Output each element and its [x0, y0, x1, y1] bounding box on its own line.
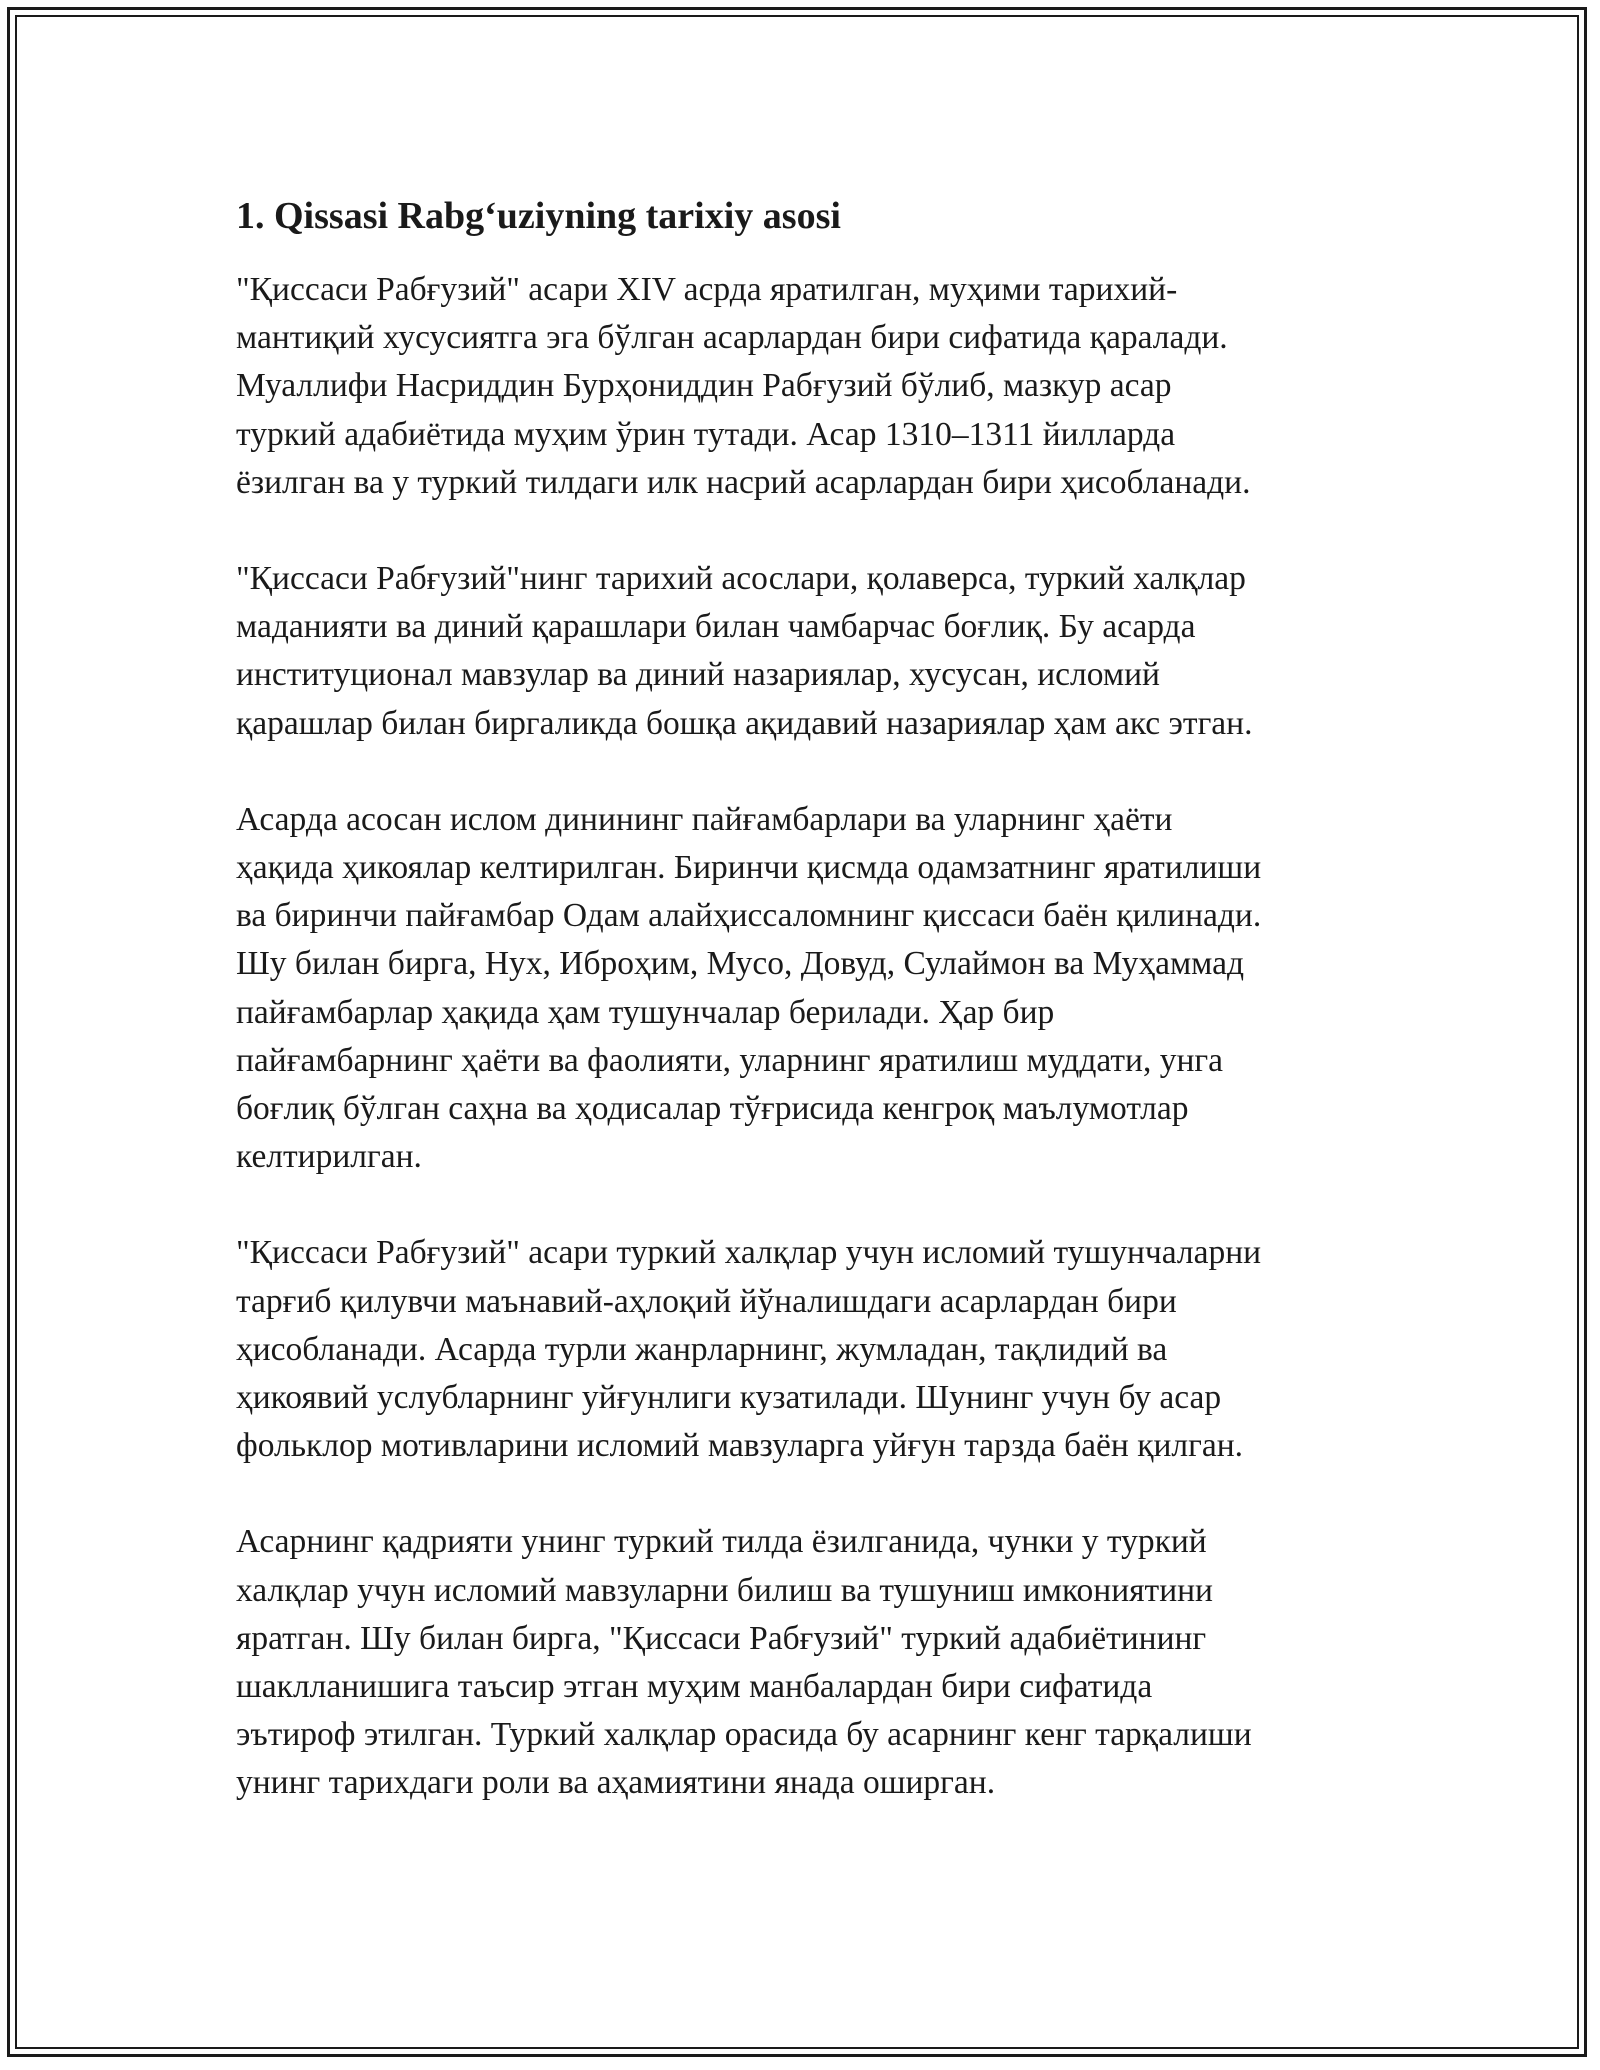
- paragraph-4: [236, 1229, 1364, 1470]
- text-line: Асарнинг қадрияти унинг туркий тилда ёзилганида, чунки у туркий: [236, 1523, 1207, 1561]
- text-line: пайғамбарнинг ҳаёти ва фаолияти, уларнинг яратилиш муддати, унга: [236, 1041, 1223, 1079]
- text-line: унинг тарихдаги роли ва аҳамиятини янада оширган.: [236, 1764, 996, 1802]
- text-line: ва биринчи пайғамбар Одам алайҳиссаломнинг қиссаси баён қилинади.: [236, 897, 1262, 935]
- paragraph-5: [236, 1518, 1364, 1807]
- document-body: [236, 188, 1364, 1856]
- section-heading: 1. Qissasi Rabg‘uziyning tarixiy asosi: [236, 195, 841, 237]
- text-line: Асарда асосан ислом динининг пайғамбарлари ва уларнинг ҳаёти: [236, 800, 1173, 838]
- text-line: туркий адабиётида муҳим ўрин тутади. Асар 1310–1311 йилларда: [236, 415, 1176, 453]
- text-line: ҳисобланади. Асарда турли жанрларнинг, жумладан, тақлидий ва: [236, 1330, 1168, 1368]
- paragraph-2: [236, 555, 1364, 748]
- text-line: "Қиссаси Рабғузий" асари XIV асрда яратилган, муҳими тарихий-: [236, 271, 1178, 308]
- text-line: институционал мавзулар ва диний назариялар, хусусан, исломий: [236, 656, 1160, 694]
- text-line: мантиқий хусусиятга эга бўлган асарлардан бири сифатида қаралади.: [236, 319, 1228, 357]
- text-line: тарғиб қилувчи маънавий-аҳлоқий йўналишдаги асарлардан бири: [236, 1282, 1177, 1320]
- text-line: пайғамбарлар ҳақида ҳам тушунчалар берилади. Ҳар бир: [236, 993, 1055, 1031]
- text-line: ҳикоявий услубларнинг уйғунлиги кузатилади. Шунинг учун бу асар: [236, 1379, 1222, 1417]
- paragraph-1: [236, 266, 1364, 507]
- text-line: халқлар учун исломий мавзуларни билиш ва тушуниш имкониятини: [236, 1571, 1213, 1609]
- text-line: фольклор мотивларини исломий мавзуларга уйғун тарзда баён қилган.: [236, 1427, 1244, 1465]
- text-line: Муаллифи Насриддин Бурҳониддин Рабғузий бўлиб, мазкур асар: [236, 367, 1172, 405]
- text-line: яратган. Шу билан бирга, "Қиссаси Рабғузий" туркий адабиётининг: [236, 1619, 1207, 1657]
- text-line: маданияти ва диний қарашлари билан чамбарчас боғлиқ. Бу асарда: [236, 608, 1196, 646]
- text-line: қарашлар билан биргаликда бошқа ақидавий назариялар ҳам акс этган.: [236, 704, 1253, 742]
- text-line: шаклланишига таъсир этган муҳим манбалардан бири сифатида: [236, 1668, 1153, 1706]
- text-line: "Қиссаси Рабғузий"нинг тарихий асослари, қолаверса, туркий халқлар: [236, 560, 1246, 598]
- text-line: эътироф этилган. Туркий халқлар орасида бу асарнинг кенг тарқалиши: [236, 1716, 1252, 1754]
- paragraph-3: [236, 796, 1364, 1182]
- text-line: Шу билан бирга, Нух, Иброҳим, Мусо, Довуд, Сулаймон ва Муҳаммад: [236, 945, 1245, 983]
- text-line: ҳақида ҳикоялар келтирилган. Биринчи қисмда одамзатнинг яратилиши: [236, 849, 1262, 887]
- text-line: боғлиқ бўлган саҳна ва ҳодисалар тўғрисида кенгроқ маълумотлар: [236, 1090, 1189, 1128]
- text-line: "Қиссаси Рабғузий" асари туркий халқлар учун исломий тушунчаларни: [236, 1234, 1262, 1272]
- text-line: ёзилган ва у туркий тилдаги илк насрий асарлардан бири ҳисобланади.: [236, 463, 1251, 501]
- text-line: келтирилган.: [236, 1138, 422, 1176]
